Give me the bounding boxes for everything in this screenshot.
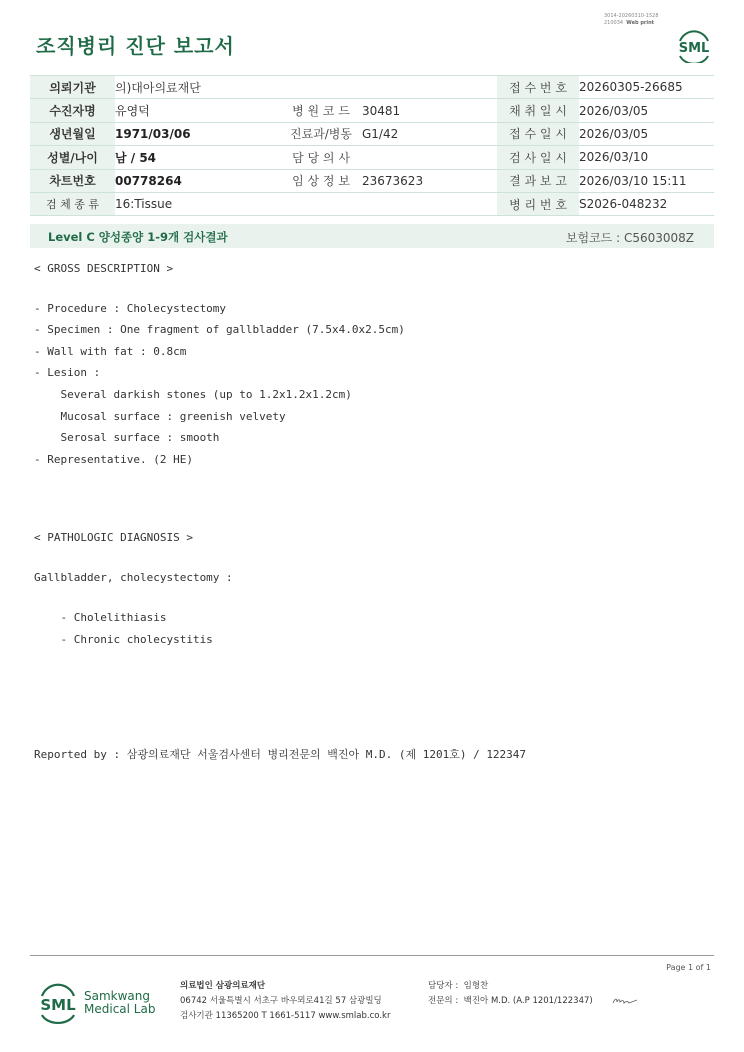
gross-line: Several darkish stones (up to 1.2x1.2x1.2cm) [34,388,352,401]
diagnosis-item: - Chronic cholecystitis [34,633,213,646]
footer-divider [30,955,714,956]
value-receipt-number: 20260305-26685 [579,76,714,99]
label-physician: 담 당 의 사 [280,146,362,169]
value-requesting-org: 의)대아의료재단 [115,76,497,99]
svg-text:SML: SML [40,996,76,1014]
page-number: Page 1 of 1 [666,963,711,972]
brand-name-line2: Medical Lab [84,1002,156,1016]
table-row [30,122,714,145]
label-birth-date: 생년월일 [30,122,115,145]
label-receipt-number: 접 수 번 호 [497,76,579,99]
org-address: 06742 서울특별시 서초구 바우뫼로41길 57 삼광빌딩 [180,996,382,1006]
label-requesting-org: 의뢰기관 [30,76,115,99]
org-contact: 검사기관 11365200 T 1661-5117 www.smlab.co.kr [180,1011,391,1021]
test-level-title: Level C 양성종양 1-9개 검사결과 [48,230,228,244]
value-hospital-code: 30481 [362,99,497,122]
value-birth-date: 1971/03/06 [115,122,280,145]
diagnosis-organ: Gallbladder, cholecystectomy : [34,571,233,584]
value-receipt-date: 2026/03/05 [579,122,714,145]
signature-icon [612,996,638,1006]
label-hospital-code: 병 원 코 드 [280,99,362,122]
gross-line: - Procedure : Cholecystectomy [34,302,227,315]
value-pathology-number: S2026-048232 [579,192,714,215]
label-pathology-number: 병 리 번 호 [497,192,579,215]
gross-line: - Wall with fat : 0.8cm [34,345,187,358]
value-collection-date: 2026/03/05 [579,99,714,122]
gross-line: - Lesion : [34,366,101,379]
svg-text:SML: SML [678,41,710,56]
pathologic-diagnosis-header: < PATHOLOGIC DIAGNOSIS > [34,531,193,544]
label-result-report: 결 과 보 고 [497,169,579,192]
insurance-code: 보험코드 : C5603008Z [565,231,694,245]
sml-logo-icon [675,27,713,63]
gross-line: - Specimen : One fragment of gallbladder (7.5x4.0x2.5cm) [34,323,405,336]
value-department: G1/42 [362,122,497,145]
page-title: 조직병리 진단 보고서 [36,34,235,58]
sml-logo-icon [36,980,80,1026]
value-clinical-info: 23673623 [362,169,497,192]
value-specimen-type: 16:Tissue [115,192,497,215]
value-physician [362,146,497,169]
gross-line: Serosal surface : smooth [34,431,220,444]
table-row [30,146,714,169]
org-name: 의료법인 삼광의료재단 [180,981,266,991]
print-code-line1: 3014-20260310-1528 [604,13,659,19]
label-department: 진료과/병동 [280,122,362,145]
label-specimen-type: 검 체 종 류 [30,192,115,215]
specialist-info: 전문의 : 백진아 M.D. (A.P 1201/122347) [428,996,593,1006]
patient-info-table [30,75,714,216]
table-row [30,192,714,215]
value-test-date: 2026/03/10 [579,146,714,169]
label-patient-name: 수진자명 [30,99,115,122]
label-chart-number: 차트번호 [30,169,115,192]
label-collection-date: 채 취 일 시 [497,99,579,122]
diagnosis-item: - Cholelithiasis [34,611,167,624]
brand-name-line1: Samkwang [84,989,150,1003]
value-patient-name: 유영덕 [115,99,280,122]
gross-line: Mucosal surface : greenish velvety [34,410,286,423]
label-sex-age: 성별/나이 [30,146,115,169]
print-code [604,13,659,27]
gross-line: - Representative. (2 HE) [34,453,193,466]
manager-info: 담당자 : 임형찬 [428,981,489,991]
print-code-line2: 210034 Web print [604,20,655,26]
value-result-report: 2026/03/10 15:11 [579,169,714,192]
table-row [30,76,714,99]
label-clinical-info: 임 상 정 보 [280,169,362,192]
value-chart-number: 00778264 [115,169,280,192]
table-row [30,99,714,122]
value-sex-age: 남 / 54 [115,146,280,169]
gross-description-header: < GROSS DESCRIPTION > [34,262,174,275]
label-test-date: 검 사 일 시 [497,146,579,169]
label-receipt-date: 접 수 일 시 [497,122,579,145]
reported-by: Reported by : 삼광의료재단 서울검사센터 병리전문의 백진아 M.D. (제 1201호) / 122347 [34,748,527,761]
test-level-bar [30,224,714,248]
table-row [30,169,714,192]
